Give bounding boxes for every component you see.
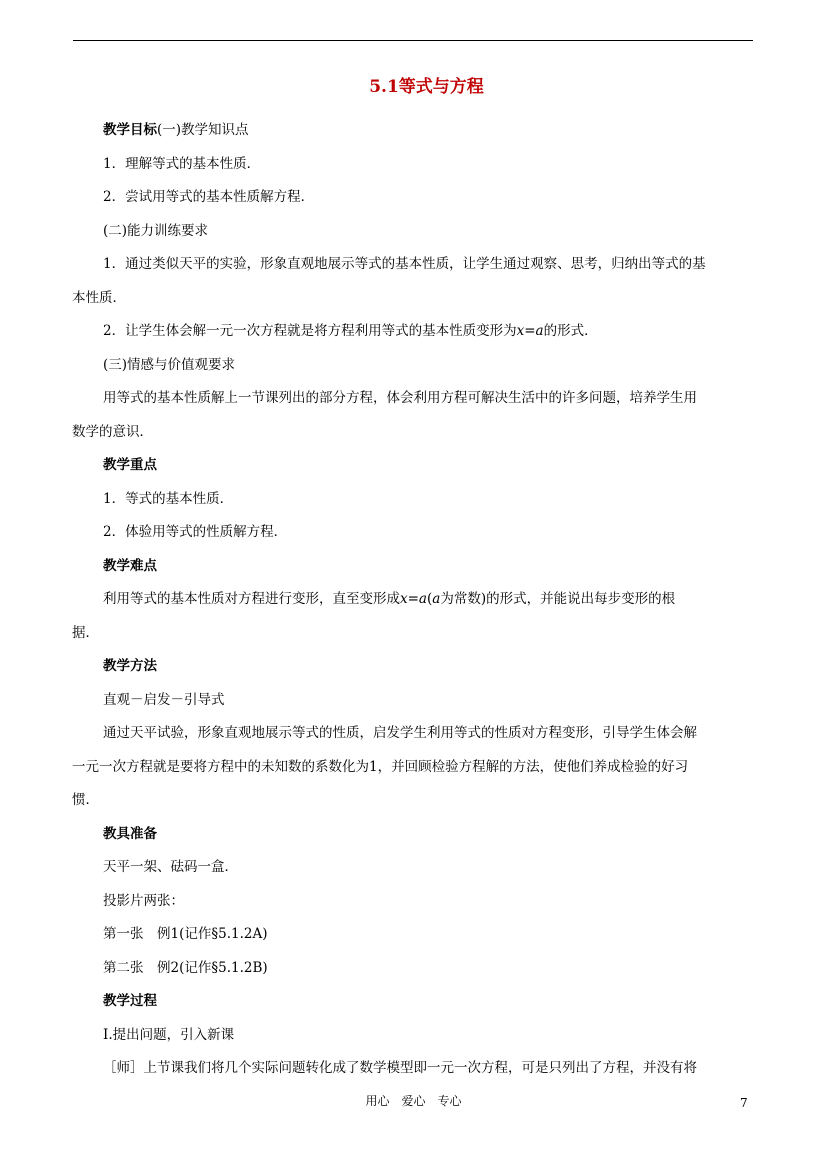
list-item: 2．体验用等式的性质解方程． (103, 524, 288, 540)
header-rule (73, 40, 753, 41)
line: (三)情感与价值观要求 (103, 356, 236, 373)
line: 2．尝试用等式的基本性质解方程． (103, 189, 315, 205)
line: 一元一次方程就是要将方程中的未知数的系数化为1，并回顾检验方程解的方法，使他们养成检验的好习 (72, 758, 689, 775)
list-item: 第一张 例1(记作§5.1.2A) (103, 926, 268, 942)
list-item: 天平一架、砝码一盒． (103, 859, 238, 875)
line: 数学的意识． (72, 423, 153, 440)
page-title: 5.1等式与方程 (369, 77, 484, 97)
line: 利用等式的基本性质对方程进行变形，直至变形成x=a(a为常数)的形式，并能说出每步变形的根 (103, 591, 676, 607)
line: 1．通过类似天平的实验，形象直观地展示等式的基本性质，让学生通过观察、思考，归纳出等式的基 (103, 256, 706, 272)
list-item: 投影片两张： (103, 892, 184, 909)
line: (二)能力训练要求 (103, 222, 209, 239)
footer-slogan: 用心 爱心 专心 (365, 1094, 462, 1108)
heading-method: 教学方法 (103, 658, 157, 674)
line: Ⅰ.提出问题，引入新课 (103, 1026, 235, 1043)
page-number: 7 (740, 1096, 748, 1110)
heading-objectives: 教学目标 (103, 122, 157, 138)
line: 2．让学生体会解一元一次方程就是将方程利用等式的基本性质变形为x=a的形式． (103, 323, 598, 339)
line: 通过天平试验，形象直观地展示等式的性质，启发学生利用等式的性质对方程变形，引导学生体会解 (103, 725, 697, 741)
line: ［师］上节课我们将几个实际问题转化成了数学模型即一元一次方程，可是只列出了方程，并没有将 (103, 1060, 697, 1076)
math-expression: x=a (516, 323, 544, 339)
line: 直观－启发－引导式 (103, 691, 225, 708)
list-item: 第二张 例2(记作§5.1.2B) (103, 959, 268, 976)
math-expression: x=a (400, 591, 427, 607)
math-expression: a (432, 591, 441, 607)
heading-materials: 教具准备 (103, 825, 157, 842)
list-item: 1．等式的基本性质． (103, 490, 234, 507)
line: 用等式的基本性质解上一节课列出的部分方程，体会利用方程可解决生活中的许多问题，培养学生用 (103, 390, 697, 406)
line: 1．理解等式的基本性质． (103, 155, 261, 172)
document-body (72, 114, 753, 1086)
heading-key-points: 教学重点 (103, 457, 157, 473)
heading-difficulties: 教学难点 (103, 557, 157, 574)
line: 本性质． (72, 289, 126, 306)
line: 据． (72, 624, 99, 641)
line: 惯． (72, 792, 99, 808)
heading-process: 教学过程 (103, 993, 157, 1009)
line-objectives: 教学目标(一)教学知识点 (103, 122, 249, 138)
